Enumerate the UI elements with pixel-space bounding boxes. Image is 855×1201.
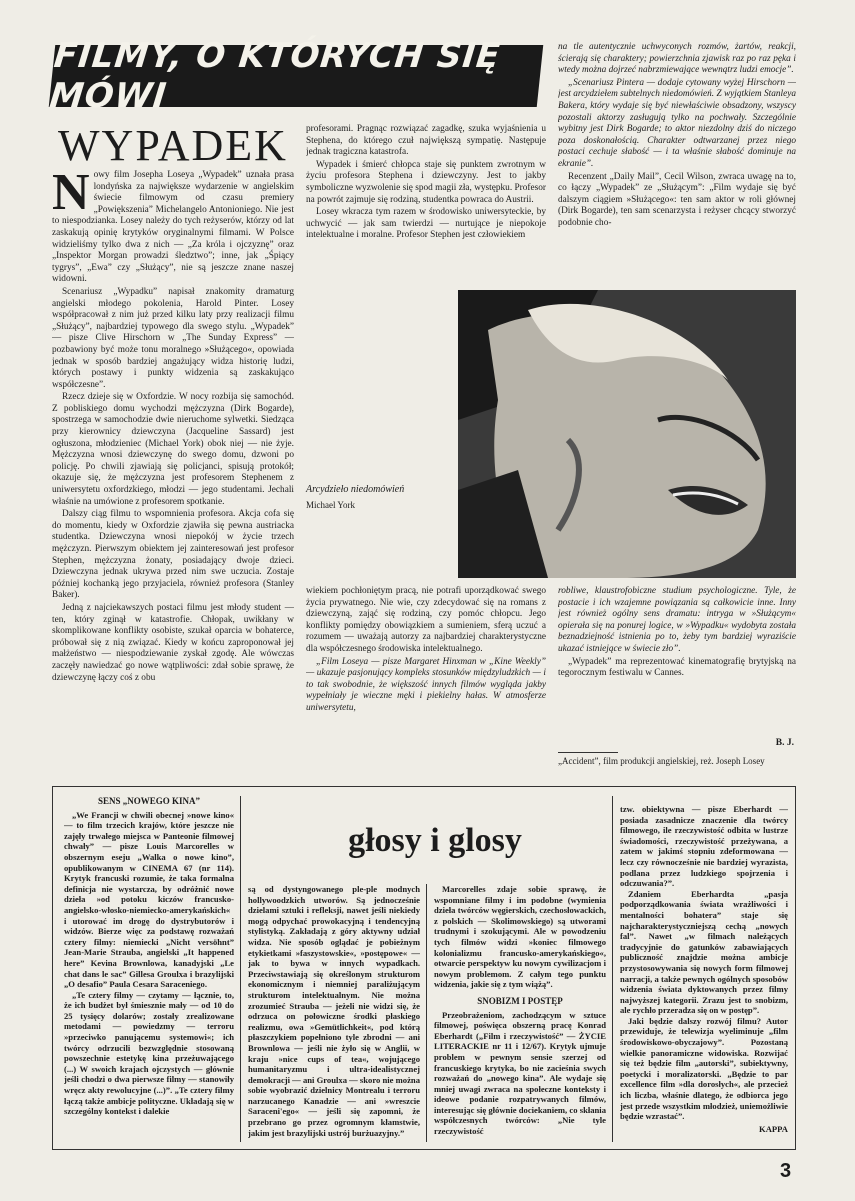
paragraph: Scenariusz „Wypadku” napisał znakomity dramaturg angielski młodego pokolenia, Harold Pinter. Losey współpracował z nim już przed kilku laty przy realizacji filmu „Służący”, najbardziej typowego dla swego stylu. „Wypadek” — pisze Clive Hirschorn w „The Sunday Express” — pozbawiony być może tonu moralnego »Służącego«, opowiada jednak w sposób bardziej angażujący widza historię ludzi, których postawy i punkty widzenia są zaskakująco współczesne”.	[52, 286, 294, 390]
author-signature: KAPPA	[759, 1123, 788, 1134]
paragraph: robliwe, klaustrofobiczne studium psychologiczne. Tyle, że postacie i ich wzajemne powiązania są całkowicie inne. Inny jest również ogólny sens dramatu: intryga w »Służącym« opierała się na ponurej logice, w »Wypadku« wydobyta została beznadziejność istnienia po to, żeby tym bardziej wyraziście ukazać istniejące w świecie zło”.	[558, 586, 796, 654]
paragraph: Recenzent „Daily Mail”, Cecil Wilson, zwraca uwagę na to, co łączy „Wypadek” ze „Służącym”: „Film wydaje się być dalszym ciągiem »Służącego«: ten sam aktor w roli głównej (Dirk Bogarde), ten sam scenarzysta i reżyser chcący stworzyć podobnie cho-	[558, 171, 796, 228]
film-credit: „Accident”, film produkcji angielskiej, reż. Joseph Losey	[558, 756, 765, 766]
paragraph: tzw. obiektywna — pisze Eberhardt — posiada zasadnicze znaczenie dla twórcy filmowego, ile rzeczywistość odbita w lustrze świadomości, rzeczywistość przeżywana, a zatem w jakimś stopniu zdeformowana — lecz czy równocześnie nie bardziej wyrazista, podlana przez ludzkiego spojrzenia i odczuwania?”.	[620, 804, 788, 889]
paragraph: Rzecz dzieje się w Oxfordzie. W nocy rozbija się samochód. Z pobliskiego domu wychodzi mężczyzna (Dirk Bogarde), spostrzega w samochodzie dwie nieruchome sylwetki. Siedząca przy kierownicy dziewczyna (Jacqueline Sassard) jest ogłuszona, młodzieniec (Michael York) obok niej — nie żyje. Mężczyzna wnosi dziewczynę do swego domu, dzwoni po policję. Po chwili zjawiają się policjanci, spisują protokół; okazuje się, że mężczyzna jest profesorem Stephenem z uniwersytetu oxfordzkiego, młodzi — jego studentami. Jechali właśnie na umówione z profesorem spotkanie.	[52, 392, 294, 507]
glosy-column-3	[434, 884, 606, 1142]
divider	[558, 752, 618, 753]
paragraph: Marcorelles zdaje sobie sprawę, że wspomniane filmy i im podobne (wymienia dzieła twórców węgierskich, czechosłowackich, z polskich — Skolimowskiego) są utworami trudnymi i szokującymi. Ale w powodzeniu tych filmów widzi »koniec filmowego kolonializmu francusko-amerykańskiego«, otwarcie perspektyw ku nowym cywilizacjom i nowym problemom. Z całym tego punktu widzenia, jakie się z tym wiążą”.	[434, 884, 606, 990]
article-column-2-top	[306, 124, 546, 284]
column-divider	[240, 796, 241, 1142]
michael-york-portrait-image	[458, 290, 796, 578]
paragraph: Przeobrażeniom, zachodzącym w sztuce filmowej, poświęca obszerną pracę Konrad Eberhardt („Film i rzeczywistość” — ŻYCIE LITERACKIE nr 11 i 12/67). Krytyk ujmuje problem w pewnym sensie szerzej od francuskiego krytyka, bo nie zacieśnia swych rozważań do „nowego kina”. Ale wydaje się mniej uwagi zwraca na społeczne konteksty i ideowe podanie rozpatrywanych filmów, interesując się głównie dociekaniem, co skłania współczesnych twórców: „Nie tyle rzeczywistość	[434, 1009, 606, 1137]
section-subtitle: SNOBIZM I POSTĘP	[477, 995, 563, 1006]
paragraph: „Te cztery filmy — czytamy — łącznie, to, że ich budżet był śmiesznie mały — od 10 do 25 tysięcy dolarów; zostały zrealizowane metodami — powiedzmy — terroru »przeciwko panującemu systemowi«; ich twórcy odrzucili bezwzględnie stosowaną powszechnie estetykę kina przeżuwającego (...) W swoich krajach ojczystych — głównie jeśli chodzi o dwa pierwsze filmy — stanowiły wręcz akty rewolucyjne (...)”. „Te cztery filmy łączą także ambicje polityczne. Układają się w szczególny kontekst i dalekie	[64, 989, 234, 1117]
paragraph: Jedną z najciekawszych postaci filmu jest młody student — ten, który zginął w katastrofie. Chłopak, uwikłany w skomplikowane konflikty osobiste, szukał oparcia w bohaterce, próbował się z nią związać. Kiedy w końcu zaproponował jej małżeństwo — niespodziewanie zyskał zgodę. Ale wówczas zaczęły nawiedzać go nowe wątpliwości: zdał sobie sprawę, że dziewczynę łączy coś z obu	[52, 602, 294, 683]
paragraph: „Film Loseya — pisze Margaret Hinxman w „Kine Weekly” — ukazuje pasjonujący kompleks stosunków międzyludzkich — i to tak swobodnie, że większość innych filmów wygląda jakby wypełniały je wieczne męki i piekielny hałas. W atmosferze uniwersytetu,	[306, 656, 546, 713]
paragraph: „Wypadek” ma reprezentować kinematografię brytyjską na tegorocznym festiwalu w Cannes.	[558, 656, 796, 679]
paragraph: wiekiem pochłoniętym pracą, nie potrafi uporządkować swego życia prywatnego. Nie wie, czy zdecydować się na romans z dziewczyną, zająć się rodziną, czy pomóc chłopcu. Jego konflikty pomiędzy obowiązkiem a sumieniem, sferą uczuć a rozumem — uważają autorzy za najbardziej charakterystyczne dla współczesnego środowiska intelektualnego.	[306, 586, 546, 654]
paragraph: są od dystyngowanego ple-ple modnych hollywoodzkich utworów. Są jednocześnie dzielami sztuki i refleksji, nawet jeśli niekiedy mogą odpychać prowokacyjną i tendencyjną stylistyką. Zakładają z góry aktywny udział widza. Nie sposób oglądać je pobieżnym etykietkami »faszystowskie«, »postępowe« — jak to bywa w innych wypadkach. Przeciwstawiają się określonym strukturom ekonomicznym i niemniej paraliżującym strukturom intelektualnym. Nie można zrozumieć Strauba — jeżeli nie widzi się, że odrzuca on połowiczne środki płaskiego realizmu, owa »Gemütlichkeit«, pod którą płaszczykiem popełniono tyle zbrodni — ani Brownlowa — jeśli nie żyło się w Anglii, w kraju »nice cups of tea«, wojującego humanitaryzmu i ultra-idealistycznej demokracji — ani Groulxa — skoro nie można sobie wyobrazić dzielnicy Montrealu i terroru narzucanego Kanadzie — ani »wreszcie Saraceni'ego« — jeśli się zapomni, że przebrano go przez ogromnym kłamstwie, jakim jest brazylijski ustrój burżuazyjny.”	[248, 884, 420, 1138]
article-headline: WYPADEK	[58, 121, 288, 170]
paragraph: Jaki będzie dalszy rozwój filmu? Autor przewiduje, że telewizja wyeliminuje „film środowiskowo-obyczajowy”. Pozostaną wielkie panoramiczne widowiska. Rozwijać się też będzie film „autorski”, subiektywny, poetycki i moralizatorski. „Będzie to par excellence film »dla dorosłych«, ale przecież ich liczba, właśnie dlatego, że odbiorca jego jest przede wszystkim młodzież, uniemożliwie będzie wzrastać”.	[620, 1015, 788, 1122]
paragraph: „Scenariusz Pintera — dodaje cytowany wyżej Hirschorn — jest arcydziełem subtelnych niedomówień. Z wyjątkiem Stanleya Bakera, który wydaje się być niewłaściwie obsadzony, wszyscy pozostali aktorzy zasługują tylko na pochwały. Szczególnie wybitny jest Dirk Bogarde; to aktor niezdolny dziś do niczego poza doskonałością. Charakter odtwarzanej przez niego postaci cechuje słabość — i ta właśnie słabość dominuje na ekranie”.	[558, 77, 796, 169]
paragraph: „We Francji w chwili obecnej »nowe kino« — to film trzecich krajów, które jeszcze nie zajęły trwałego miejsca w Panteonie filmowej chwały” — pisze Louis Marcorelles w obszernym eseju „Walka o nowe kino”, opublikowanym w CINEMA 67 (nr 114). Krytyk francuski rozumie, że taka formalna definicja nie wystarcza, by odróżnić nowe dzieła »od potoku kiczów francusko-angielsko-włosko-niemiecko-amerykańskich« i utorować im drogę do dystrybutorów i widzów. Bierze więc za podstawę rozważań cztery filmy: niemiecki „Nicht versöhnt” Jean-Marie Strauba, angielski „It happened here” Kevina Brownlowa, kanadyjski „Le chat dans le sac” Gillesa Groulxa i brazylijski „O desafio” Paula Cesara Saraceniego.	[64, 809, 234, 990]
paragraph: Wypadek i śmierć chłopca staje się punktem zwrotnym w życiu profesora Stephena i dziewczyny. Jest to jakby symboliczne wyzwolenie się spod magii zła, występku. Profesor na powrót zajmuje się rodziną, studentka powraca do Austrii.	[306, 159, 546, 205]
article-column-1: Nowy film Josepha Loseya „Wypadek” uznała prasa londyńska za największe wydarzenie w angielskim świecie filmowym od czasu premiery „Powiększenia” Michelangelo Antonioniego. Nie jest to niespodzianka. Losey należy do tych reżyserów, którzy od lat zaskakują opinię krytyków oryginalnymi filmami. W Polsce widzieliśmy tylko dwa z nich — „Za króla i ojczyznę” oraz „Inspektor Morgan prowadzi śledztwo”; inne, jak „Śpiący tygrys”, „Ewa” czy „Służący”, nie są jeszcze znane naszej widowni. Scenariusz „Wypadku” napisał znakomity dramaturg angielski młodego pokolenia, Harold Pinter. Losey współpracował z nim już przed kilku laty przy realizacji filmu „Służący”, najbardziej typowego dla swego stylu. „Wypadek” — pisze Clive Hirschorn w „The Sunday Express” — pozbawiony być może tonu moralnego »Służącego«, opowiada jednak w sposób bardziej angażujący widza historię ludzi, których postawy i punkty widzenia są zaskakująco współczesne”. Rzecz dzieje się w Oxfordzie. W nocy rozbija się samochód. Z pobliskiego domu wychodzi mężczyzna (Dirk Bogarde), spostrzega w samochodzie dwie nieruchome sylwetki. Siedząca przy kierownicy dziewczyna (Jacqueline Sassard) jest ogłuszona, młodzieniec (Michael York) obok niej — nie żyje. Mężczyzna wnosi dziewczynę do swego domu, dzwoni po policję. Po chwili zjawiają się policjanci, spisują protokół; okazuje się, że mężczyzna jest profesorem Stephenem z uniwersytetu oxfordzkiego, młodzi — jego studentami. Jechali właśnie na umówione z profesorem spotkanie. Dalszy ciąg filmu to wspomnienia profesora. Akcja cofa się do momentu, kiedy w Oxfordzie zjawiła się pewna austriacka studentka. Dziewczyna wnosi niepokój w życie trzech mężczyzn. Pierwszym obiektem jej zainteresowań jest profesor Stephen, mężczyzna żonaty, posiadający dwoje dzieci. Dziewczyna jednak ukrywa przed nim swe uczucia. Zostaje później kochanką jego przyjaciela, również profesora (Stanley Baker). Jedną z najciekawszych postaci filmu jest młody student — ten, który zginął w katastrofie. Chłopak, uwikłany w skomplikowane konflikty osobiste, szukał oparcia w bohaterce, próbował się z nią związać. Kiedy w końcu zaproponował jej małżeństwo — niespodziewanie zyskał zgodę. Ale wówczas zaczęły nawiedzać go nowe wątpliwości: zdał sobie sprawę, że dziewczynę łączy coś z obu	[52, 170, 294, 683]
article-column-3-bottom	[558, 586, 796, 736]
film-still-photo	[458, 290, 796, 578]
paragraph: Losey wkracza tym razem w środowisko uniwersyteckie, by uchwycić — jak sam twierdzi — nurtujące je niepokoje intelektualne i moralne. Profesor Stephen jest człowiekiem	[306, 207, 546, 241]
photo-caption-title: Arcydzieło niedomówień	[306, 484, 405, 495]
photo-caption-name: Michael York	[306, 500, 355, 510]
glosy-column-4	[620, 804, 788, 1142]
paragraph: profesorami. Pragnąc rozwiązać zagadkę, szuka wyjaśnienia u Stephena, do którego czuł największą sympatię. Następuje jednak tragiczna katastrofa.	[306, 124, 546, 158]
page-number: 3	[780, 1160, 792, 1182]
paragraph: Dalszy ciąg filmu to wspomnienia profesora. Akcja cofa się do momentu, kiedy w Oxfordzie zjawiła się pewna austriacka studentka. Dziewczyna wnosi niepokój w życie trzech mężczyzn. Pierwszym obiektem jej zainteresowań jest profesor Stephen, mężczyzna żonaty, posiadający dwoje dzieci. Dziewczyna jednak ukrywa przed nim swe uczucia. Zostaje później kochanką jego przyjaciela, również profesora (Stanley Baker).	[52, 509, 294, 601]
section-subtitle: SENS „NOWEGO KINA”	[97, 796, 201, 806]
column-divider	[426, 884, 427, 1142]
paragraph: Zdaniem Eberhardta „pasja podporządkowania świata wrażliwości i mentalności bohatera” staje się najcharakterystyczniejszą cechą „nowych fal”. Nawet „w filmach należących tradycyjnie do gatunków zabawiających publiczność znajdzie można ambicje przystosowywania się nowych form filmowej narracji, a także pewnych ogólnych sposobów widzenia świata dyktowanych przez filmy najwyższej kategorii. Zrazu jest to snobizm, ale rychło przeradza się on w postęp”.	[620, 888, 788, 1016]
author-signature: B. J.	[775, 738, 794, 748]
article-column-2-bottom	[306, 586, 546, 778]
column-divider	[612, 796, 613, 1142]
paragraph: na tle autentycznie uchwyconych rozmów, żartów, reakcji, ścierają się charaktery; powierzchnia zjawisk raz po raz pęka i wtedy można dojrzeć nabrzmiewające wewnątrz ludzi emocje”.	[558, 42, 796, 76]
glosy-column-2	[248, 884, 420, 1142]
section-banner: FILMY, O KTÓRYCH SIĘ MÓWI	[49, 45, 544, 107]
article-column-3-top	[558, 42, 796, 286]
glosy-title: głosy i glosy	[348, 822, 522, 859]
drop-cap: N	[52, 170, 90, 221]
glosy-column-1	[64, 796, 234, 1141]
